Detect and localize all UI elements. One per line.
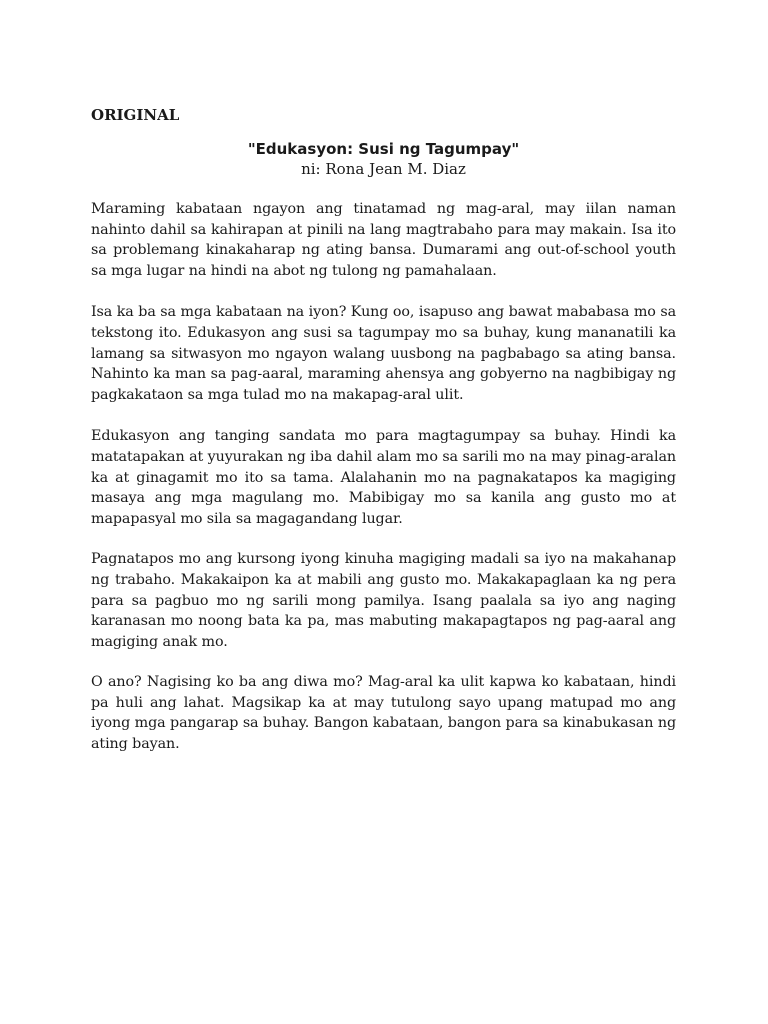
document-page [91,104,676,755]
paragraph: Edukasyon ang tanging sandata mo para magtagumpay sa buhay. Hindi ka matatapakan at yuyurakan ng iba dahil alam mo sa sarili mo na may pinag-aralan ka at ginagamit mo ito sa tama. Alalahanin mo na pagnakatapos ka magiging masaya ang mga magulang mo. Mabibigay mo sa kanila ang gusto mo at mapapasyal mo sila sa magagandang lugar. [91,428,676,527]
document-byline: ni: Rona Jean M. Diaz [301,160,466,178]
paragraph: Isa ka ba sa mga kabataan na iyon? Kung oo, isapuso ang bawat mababasa mo sa tekstong ito. Edukasyon ang susi sa tagumpay mo sa buhay, kung mananatili ka lamang sa sitwasyon mo ngayon walang uusbong na pagbabago sa ating bansa. Nahinto ka man sa pag-aaral, maraming ahensya ang gobyerno na nagbibigay ng pagkakataon sa mga tulad mo na makapag-aral ulit. [91,304,676,403]
document-label: ORIGINAL [91,106,180,124]
paragraph: Maraming kabataan ngayon ang tinatamad ng mag-aral, may iilan naman nahinto dahil sa kahirapan at pinili na lang magtrabaho para may makain. Isa ito sa problemang kinakaharap ng ating bansa. Dumarami ang out-of-school youth sa mga lugar na hindi na abot ng tulong ng pamahalaan. [91,201,676,279]
document-title: "Edukasyon: Susi ng Tagumpay" [247,140,520,158]
paragraph: O ano? Nagising ko ba ang diwa mo? Mag-aral ka ulit kapwa ko kabataan, hindi pa huli ang lahat. Magsikap ka at may tutulong sayo upang matupad mo ang iyong mga pangarap sa buhay. Bangon kabataan, bangon para sa kinabukasan ng ating bayan. [91,674,676,753]
paragraph: Pagnatapos mo ang kursong iyong kinuha magiging madali sa iyo na makahanap ng trabaho. Makakaipon ka at mabili ang gusto mo. Makakapaglaan ka ng pera para sa pagbuo mo ng sarili mong pamilya. Isang paalala sa iyo ang naging karanasan mo noong bata ka pa, mas mabuting makapagtapos ng pag-aaral ang magiging anak mo. [91,551,676,650]
